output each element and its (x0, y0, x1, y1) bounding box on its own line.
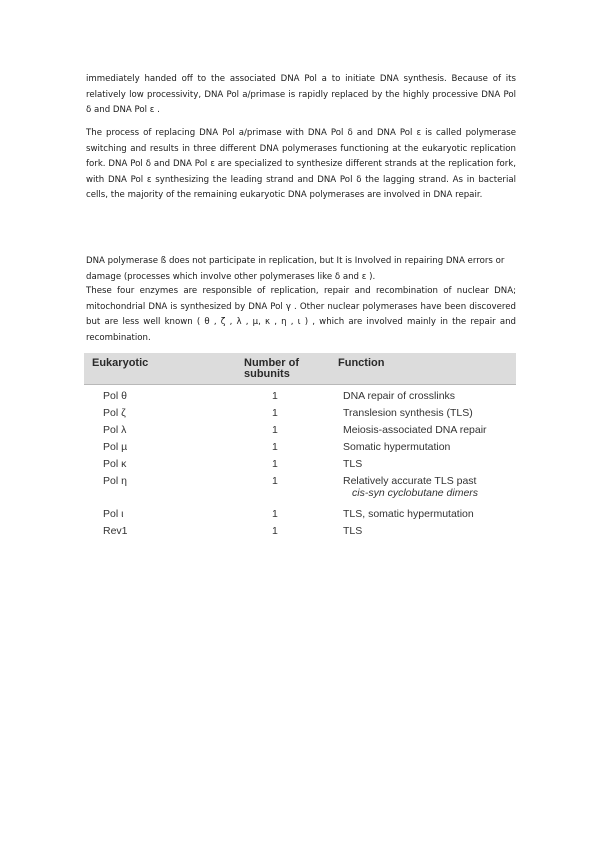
cell-polymerase: Pol η (103, 475, 127, 487)
paragraph-polymerase-switching: The process of replacing DNA Pol a/primase with DNA Pol δ and DNA Pol ε is called polymerase switching and results in three different DNA polymerases functioning at the eukaryotic replication fork. DNA Pol δ and DNA Pol ε are specialized to synthesize different strands at the replication fork, with DNA Pol ε synthesizing the leading strand and DNA Pol δ the lagging strand. As in bacterial cells, the majority of the remaining eukaryotic DNA polymerases are involved in DNA repair. (86, 128, 516, 200)
cell-polymerase: Pol µ (103, 441, 128, 453)
cell-subunits: 1 (272, 390, 278, 402)
cell-function: TLS (343, 525, 363, 537)
paragraph-dna-pol-a-handoff: immediately handed off to the associated DNA Pol a to initiate DNA synthesis. Because of its relatively low processivity, DNA Pol a/primase is rapidly replaced by the highly processive DNA Pol δ and DNA Pol ε . (86, 74, 516, 115)
cell-polymerase: Pol κ (103, 458, 127, 470)
cell-subunits: 1 (272, 475, 278, 487)
cell-function-line2: cis-syn cyclobutane dimers (352, 486, 479, 499)
cell-subunits: 1 (272, 441, 278, 453)
header-function: Function (338, 357, 385, 369)
cell-subunits: 1 (272, 525, 278, 537)
cell-subunits: 1 (272, 424, 278, 436)
header-number-line2: subunits (244, 368, 290, 380)
cell-subunits: 1 (272, 508, 278, 520)
table-header (84, 353, 516, 385)
cell-function: Meiosis-associated DNA repair (343, 424, 487, 436)
cell-function: TLS (343, 458, 363, 470)
cell-function: Translesion synthesis (TLS) (343, 407, 473, 419)
header-number-line1: Number of (244, 357, 299, 369)
cell-function (343, 476, 518, 499)
header-number-of-subunits (244, 358, 324, 380)
cell-polymerase: Pol ι (103, 508, 124, 520)
cell-subunits: 1 (272, 407, 278, 419)
cell-function: Somatic hypermutation (343, 441, 451, 453)
cell-subunits: 1 (272, 458, 278, 470)
cell-function: TLS, somatic hypermutation (343, 508, 474, 520)
cell-function: DNA repair of crosslinks (343, 390, 456, 402)
paragraph-dna-pol-beta: DNA polymerase ß does not participate in replication, but It is Involved in repairing DNA errors or damage (processes which involve other polymerases like δ and ε ). (86, 256, 505, 282)
eukaryotic-polymerase-table (84, 353, 516, 545)
cell-polymerase: Pol θ (103, 390, 127, 402)
header-eukaryotic: Eukaryotic (92, 357, 149, 369)
paragraph-other-polymerases: These four enzymes are responsible of replication, repair and recombination of nuclear DNA; mitochondrial DNA is synthesized by DNA Pol γ . Other nuclear polymerases have been discovered but are less well known ( θ , ζ , λ , µ, κ , η , ι ) , which are involved mainly in the repair and recombination. (86, 286, 516, 343)
cell-polymerase: Rev1 (103, 525, 128, 537)
cell-polymerase: Pol λ (103, 424, 127, 436)
cell-function-line1: Relatively accurate TLS past (343, 475, 477, 487)
cell-polymerase: Pol ζ (103, 407, 126, 419)
